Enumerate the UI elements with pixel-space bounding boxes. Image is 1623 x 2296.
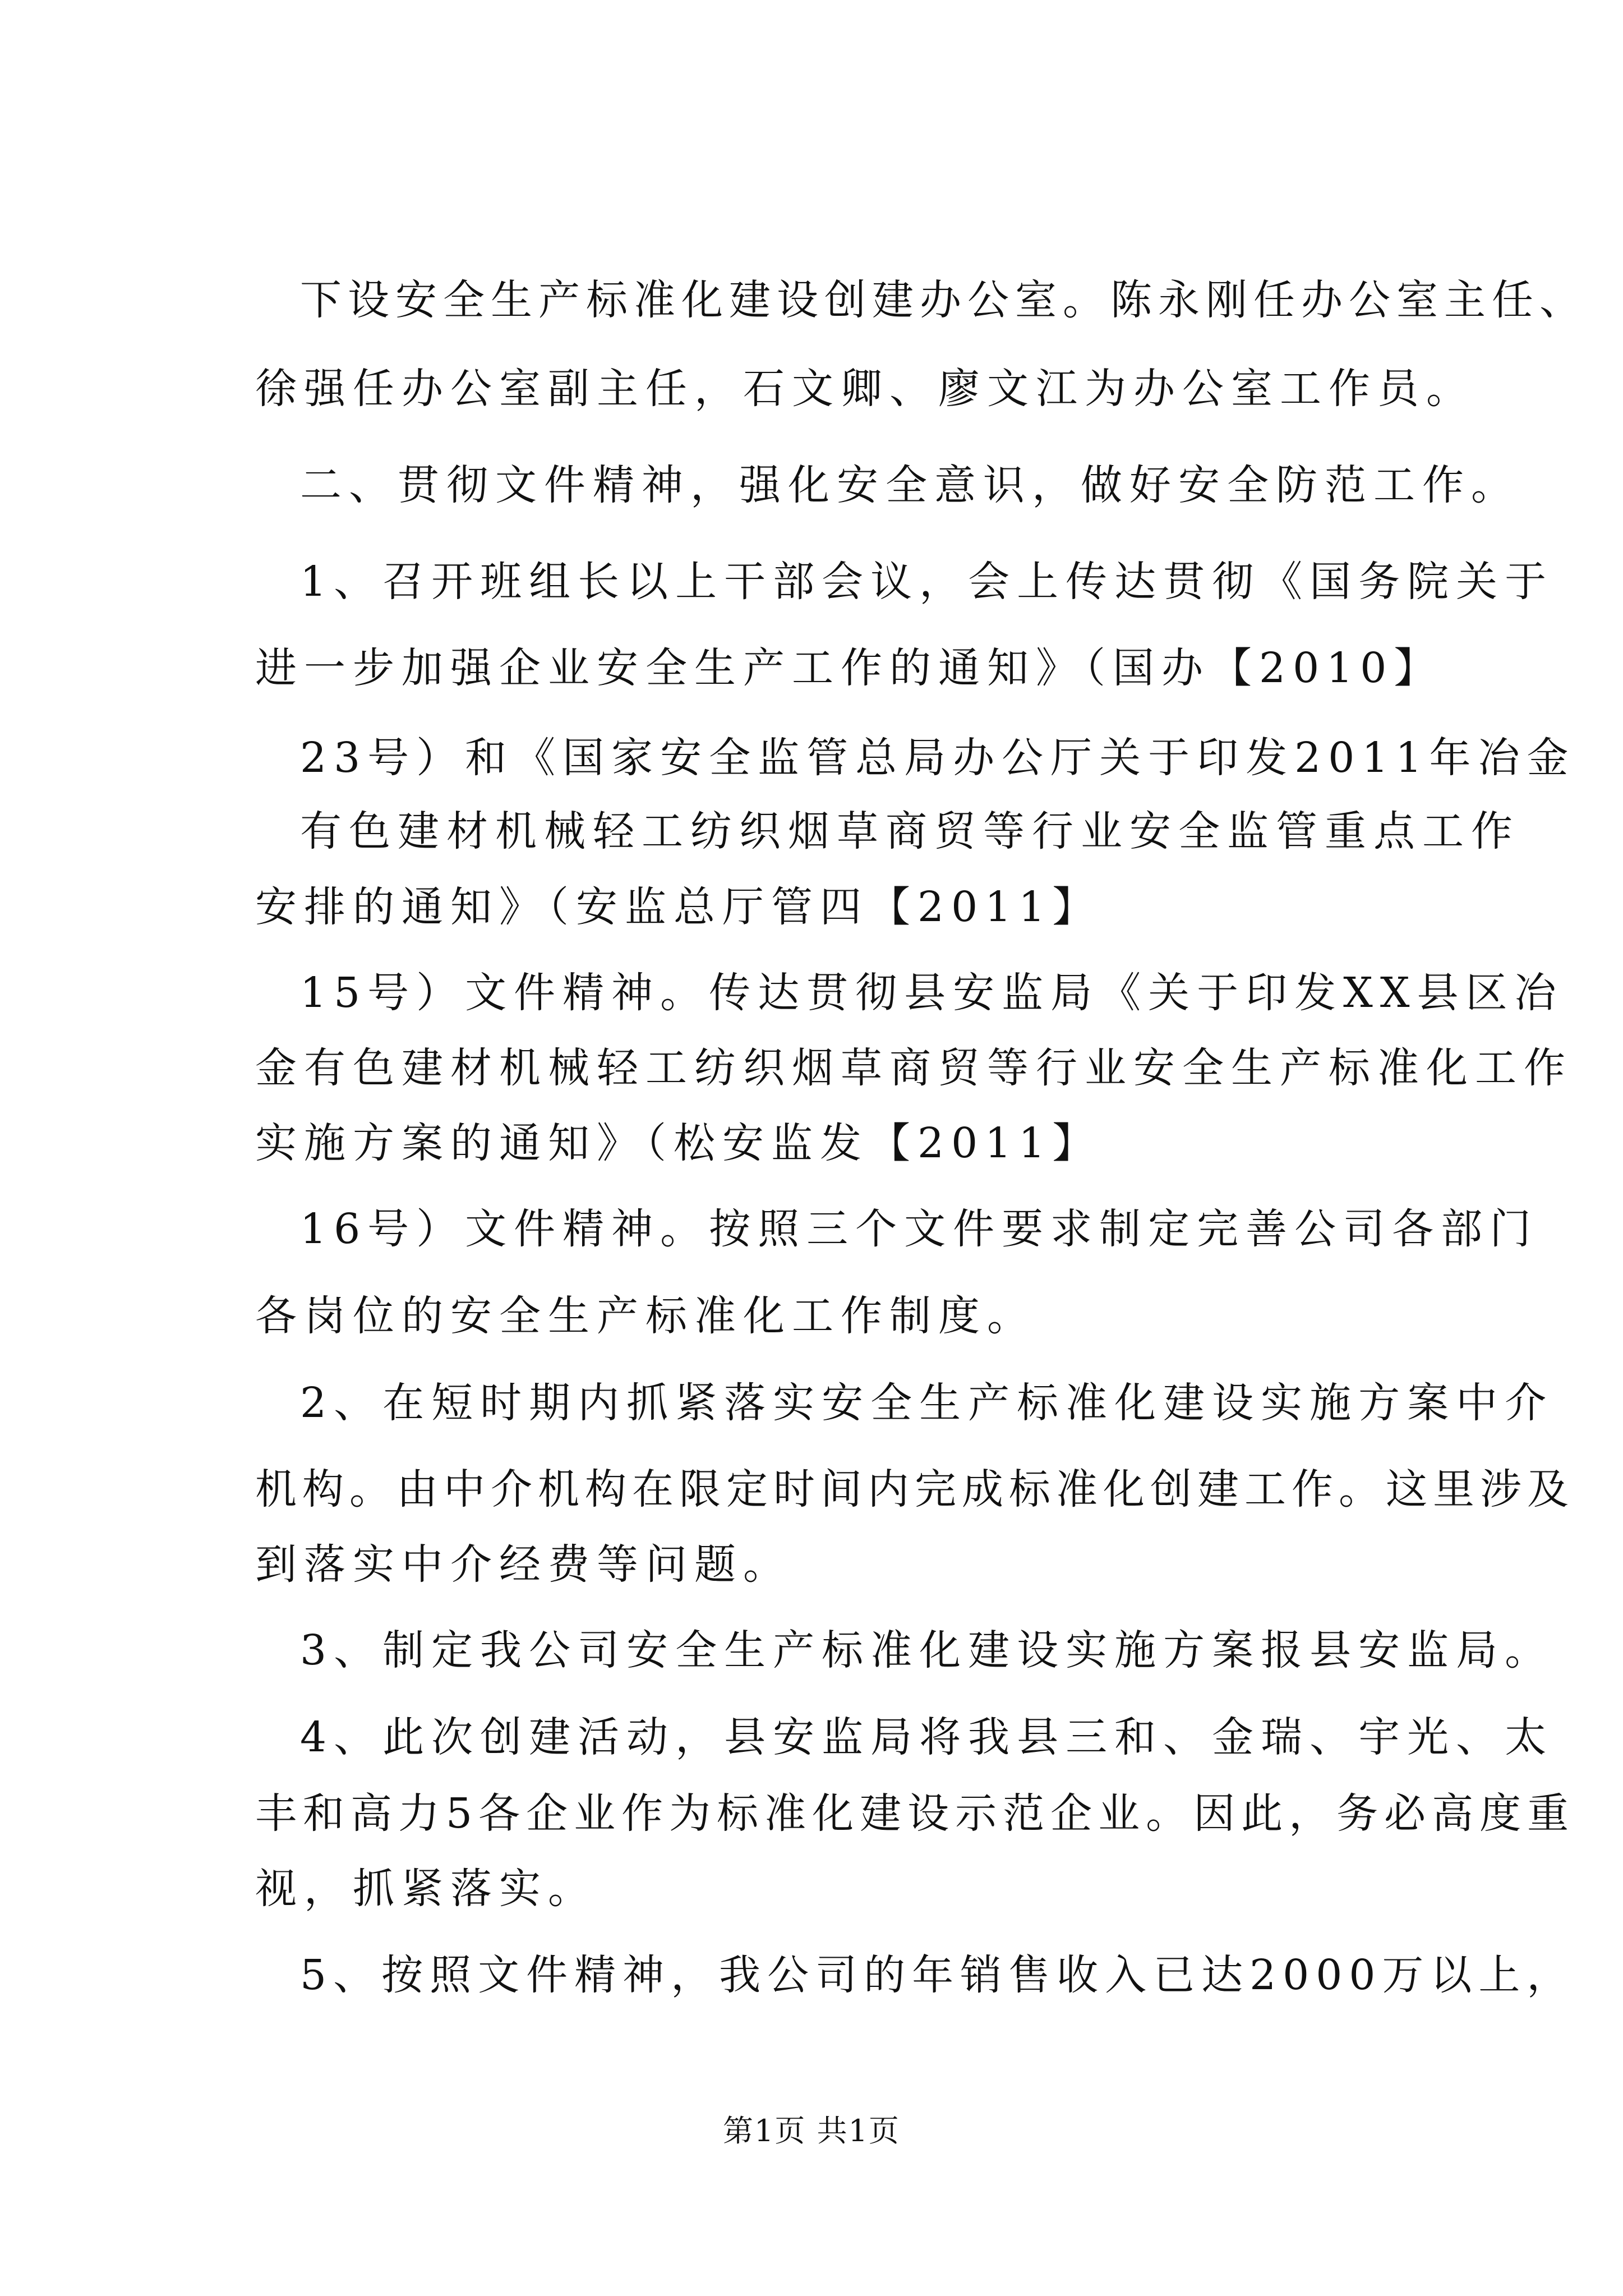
text-line-17: 3、制定我公司安全生产标准化建设实施方案报县安监局。 xyxy=(300,1626,1554,1674)
text-line-20: 视，抓紧落实。 xyxy=(255,1865,597,1913)
text-line-11: 实施方案的通知》（松安监发【2011】 xyxy=(255,1119,1101,1167)
text-line-7: 有色建材机械轻工纺织烟草商贸等行业安全监管重点工作 xyxy=(300,807,1520,855)
text-line-13: 各岗位的安全生产标准化工作制度。 xyxy=(255,1292,1036,1340)
text-line-15: 机构。由中介机构在限定时间内完成标准化创建工作。这里涉及 xyxy=(255,1465,1574,1513)
text-line-21: 5、按照文件精神，我公司的年销售收入已达2000万以上， xyxy=(300,1951,1575,1999)
text-line-6: 23号）和《国家安全监管总局办公厅关于印发2011年冶金 xyxy=(300,734,1576,782)
text-line-5: 进一步加强企业安全生产工作的通知》（国办【2010】 xyxy=(255,644,1443,692)
text-line-2: 徐强任办公室副主任，石文卿、廖文江为办公室工作员。 xyxy=(255,365,1475,413)
text-line-10: 金有色建材机械轻工纺织烟草商贸等行业安全生产标准化工作 xyxy=(255,1044,1573,1092)
text-line-1: 下设安全生产标准化建设创建办公室。陈永刚任办公室主任、 xyxy=(300,276,1587,324)
text-line-19: 丰和高力5各企业作为标准化建设示范企业。因此，务必高度重 xyxy=(255,1789,1575,1838)
text-line-9: 15号）文件精神。传达贯彻县安监局《关于印发XX县区冶 xyxy=(300,969,1564,1017)
page-footer: 第1页 共1页 xyxy=(723,2113,900,2148)
text-line-16: 到落实中介经费等问题。 xyxy=(255,1540,792,1589)
text-line-8: 安排的通知》（安监总厅管四【2011】 xyxy=(255,883,1101,931)
text-line-3: 二、贯彻文件精神，强化安全意识，做好安全防范工作。 xyxy=(300,461,1520,509)
text-line-14: 2、在短时期内抓紧落实安全生产标准化建设实施方案中介 xyxy=(300,1379,1554,1427)
text-line-12: 16号）文件精神。按照三个文件要求制定完善公司各部门 xyxy=(300,1205,1539,1253)
text-line-18: 4、此次创建活动，县安监局将我县三和、金瑞、宇光、太 xyxy=(300,1713,1554,1761)
text-line-4: 1、召开班组长以上干部会议，会上传达贯彻《国务院关于 xyxy=(300,558,1554,606)
